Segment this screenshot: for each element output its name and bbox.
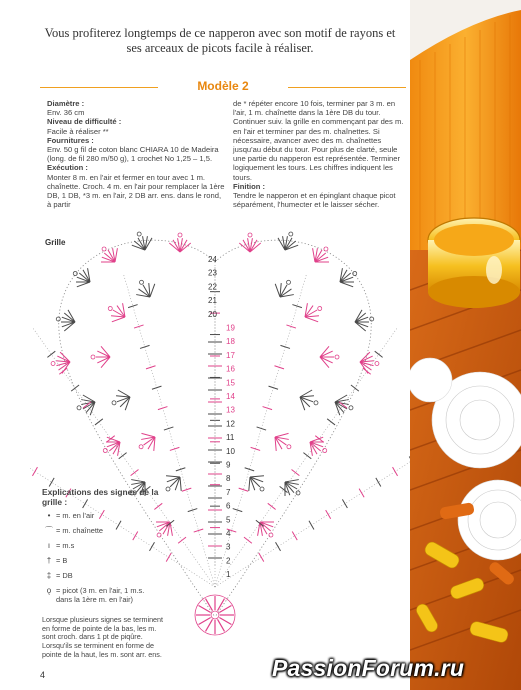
chart-stitch xyxy=(131,470,139,476)
model-heading xyxy=(40,79,406,97)
chart-picot xyxy=(322,448,327,453)
chart-fan xyxy=(54,308,76,332)
chart-stitch xyxy=(47,351,55,357)
chart-stitch xyxy=(119,453,127,459)
chart-stitch xyxy=(194,529,204,532)
chart-fan xyxy=(242,469,271,498)
chart-fan-stitch xyxy=(132,242,145,254)
chart-fan xyxy=(133,428,161,456)
legend-text: = m. chaînette xyxy=(56,526,104,535)
chart-fan xyxy=(103,298,130,326)
chart-fan xyxy=(353,308,375,332)
chart-row-number: 5 xyxy=(226,515,231,525)
chart-fan-stitch xyxy=(285,242,298,254)
heading-rule-right xyxy=(288,87,406,88)
chart-fan-stitch xyxy=(269,437,283,451)
chart-fan-stitch xyxy=(302,306,316,317)
execution-continued: de * répéter encore 10 fois, terminer par 3 m. en l'air, 1 m. chaînette dans la 1ère DB du tour. Continuer suiv. la grille en commençant par des m. en l'air et terminer par des m. chaînettes. Si nécessaire, avancer avec des m. chaînettes jusqu'au début du tour. Pour plus de clarté, seule une partie du napperon est représentée. Terminer logiquement les tours. Les chiffres indiquent les tours. xyxy=(233,99,404,182)
legend-symbol: • xyxy=(47,511,51,520)
chart-fan-stitch xyxy=(280,286,291,300)
supplies-value: Env. 50 g fil de coton blanc CHIARA 10 de Madeira (long. de fil 280 m/50 g), 1 crochet No 1,25 – 1,5. xyxy=(47,145,219,164)
chart-stitch xyxy=(263,407,273,410)
chart-fan xyxy=(239,233,260,252)
chart-medallion-stitch xyxy=(199,618,211,625)
chart-picot xyxy=(288,231,293,236)
page-number: 4 xyxy=(40,670,46,680)
chart-fan-stitch xyxy=(337,270,351,282)
chart-stitch xyxy=(176,468,186,471)
chart-medallion-stitch xyxy=(218,599,225,611)
chart-stitch xyxy=(251,447,261,450)
legend-item xyxy=(42,511,162,520)
chart-row-number: 24 xyxy=(208,255,217,264)
chart-stitch xyxy=(268,503,276,509)
note-text: Lorsque plusieurs signes se terminent en forme de pointe de la bas, les m. sont croch. dans 1 pt de piqûre. Lorsqu'ils se terminent en forme de pointe de la haut, les m. sont arr. ens. xyxy=(42,615,164,659)
chart-fan xyxy=(300,298,327,326)
chart-picot xyxy=(165,486,171,492)
chart-picot xyxy=(286,280,291,285)
finish-label: Finition : xyxy=(233,181,266,191)
chart-stitch xyxy=(158,407,168,410)
legend-item xyxy=(42,541,162,550)
chart-fan-stitch xyxy=(275,283,286,297)
chart-fan-stitch xyxy=(139,286,150,300)
chart-picot xyxy=(323,246,329,252)
chart-stitch xyxy=(286,325,296,328)
chart-row-number: 17 xyxy=(226,350,235,360)
chart-row-number: 2 xyxy=(226,556,231,566)
chart-picot xyxy=(369,317,374,322)
chart-picot xyxy=(313,400,318,405)
chart-fan xyxy=(68,263,95,291)
instructions-column-2 xyxy=(233,99,409,209)
chart-stitch xyxy=(292,305,302,308)
chart-stitch xyxy=(152,386,162,389)
legend-text: = DB xyxy=(56,571,73,580)
chart-row-number: 11 xyxy=(226,433,235,443)
chart-row-number: 6 xyxy=(226,501,231,511)
chart-row-number: 16 xyxy=(226,364,235,374)
legend-item xyxy=(42,556,162,565)
chart-stitch xyxy=(128,305,138,308)
legend-text: = picot (3 m. en l'air, 1 m.s. dans la 1ère m. en l'air) xyxy=(56,586,145,604)
chart-stitch xyxy=(32,467,37,476)
chart-picot xyxy=(56,317,61,322)
chart-stitch xyxy=(376,478,381,487)
chart-stitch xyxy=(182,488,192,491)
legend-symbol: ǫ xyxy=(46,586,52,595)
level-value: Facile à réaliser ** xyxy=(47,126,109,136)
chart-fan-stitch xyxy=(307,442,321,454)
chart-stitch xyxy=(134,325,144,328)
chart-fan xyxy=(359,351,380,374)
execution-value: Monter 8 m. en l'air et fermer en tour avec 1 m. chaînette. Croch. 4 m. en l'air pour remplacer la 1ère DB, 1 DB, *3 m. en l'air, 2 DB arr. ens. dans le rond, à partir xyxy=(47,172,225,210)
chart-fan xyxy=(169,233,190,252)
chart-stitch xyxy=(146,366,156,369)
legend-symbol: † xyxy=(46,556,52,565)
legend-item xyxy=(42,586,162,604)
chart-fan-stitch xyxy=(111,311,125,322)
chart-fan-stitch xyxy=(110,442,124,454)
chart-picot xyxy=(101,246,107,252)
chart-picot xyxy=(137,231,142,236)
chart-fan xyxy=(159,469,188,498)
chart-medallion-stitch xyxy=(218,619,225,631)
chart-row-number: 14 xyxy=(226,392,235,401)
chart-picot xyxy=(91,355,95,359)
chart-stitch xyxy=(49,478,54,487)
chart-stitch xyxy=(269,386,279,389)
chart-fan xyxy=(95,241,124,269)
chart-fan-stitch xyxy=(144,283,155,297)
chart-outline xyxy=(215,240,371,617)
legend-symbol: ‡ xyxy=(46,571,52,580)
chart-fan xyxy=(50,351,71,374)
chart-stitch xyxy=(280,486,288,492)
chart-fan xyxy=(271,275,299,302)
level-label: Niveau de difficulté : xyxy=(47,117,122,127)
chart-stitch xyxy=(245,468,255,471)
chart-row-number: 23 xyxy=(208,268,217,278)
chart-stitch xyxy=(327,419,335,425)
decor-photo xyxy=(410,0,521,690)
chart-fan xyxy=(307,241,336,269)
legend xyxy=(42,487,162,610)
chart-stitch xyxy=(107,436,115,442)
chart-stitch xyxy=(244,537,252,543)
chart-fan-stitch xyxy=(148,437,162,451)
chart-stitch xyxy=(188,509,198,512)
chart-stitch xyxy=(342,499,347,508)
chart-fan-stitch xyxy=(305,311,319,322)
chart-row-number: 10 xyxy=(226,446,235,456)
chart-stitch xyxy=(280,345,290,348)
chart-row-number: 20 xyxy=(208,309,217,319)
chart-medallion-stitch xyxy=(206,619,213,631)
chart-fan-stitch xyxy=(80,270,94,282)
grille-label: Grille xyxy=(45,238,66,247)
chart-stitch xyxy=(259,553,264,562)
chart-stitch xyxy=(95,419,103,425)
chart-stitch xyxy=(351,385,359,391)
intro-text: Vous profiterez longtemps de ce napperon avec son motif de rayons et ses arceaux de picots facile à réaliser. xyxy=(44,26,396,55)
chart-stitch xyxy=(393,467,398,476)
chart-row-number: 19 xyxy=(226,323,235,333)
chart-picot xyxy=(76,405,81,410)
chart-stitch xyxy=(292,532,297,541)
chart-stitch xyxy=(164,427,174,430)
chart-row-number: 3 xyxy=(226,542,231,552)
chart-picot xyxy=(286,444,292,450)
chart-row-number: 12 xyxy=(226,419,235,429)
chart-medallion-stitch xyxy=(206,599,213,611)
chart-medallion-stitch xyxy=(219,618,231,625)
execution-label: Exécution : xyxy=(47,163,88,173)
chart-picot xyxy=(111,400,116,405)
chart-stitch xyxy=(239,488,249,491)
legend-symbol: ⌒ xyxy=(45,526,53,535)
chart-picot xyxy=(375,361,379,365)
chart-picot xyxy=(348,405,353,410)
chart-picot xyxy=(73,271,78,276)
chart-fan xyxy=(108,387,133,414)
chart-stitch xyxy=(166,553,171,562)
chart-spoke xyxy=(215,273,307,587)
chart-stitch xyxy=(170,447,180,450)
chart-stitch xyxy=(303,453,311,459)
chart-fan xyxy=(91,346,110,367)
chart-stitch xyxy=(315,436,323,442)
chart-fan-stitch xyxy=(114,306,128,317)
chart-fan-stitch xyxy=(315,253,328,267)
chart-stitch xyxy=(274,366,284,369)
chart-row-number: 9 xyxy=(226,460,231,470)
chart-row-number: 15 xyxy=(226,378,235,388)
legend-item xyxy=(42,526,162,535)
supplies-label: Fournitures : xyxy=(47,135,94,145)
chart-picot xyxy=(138,444,144,450)
chart-picot xyxy=(295,490,301,496)
model-title: Modèle 2 xyxy=(197,79,249,93)
chart-stitch xyxy=(276,542,281,551)
chart-center-medallion xyxy=(195,595,235,635)
chart-stitch xyxy=(309,521,314,530)
chart-fan xyxy=(296,387,321,414)
chart-picot xyxy=(51,361,55,365)
legend-text: = m. en l'air xyxy=(56,511,95,520)
chart-fan xyxy=(269,428,297,456)
legend-text: = B xyxy=(56,556,68,565)
chart-picot xyxy=(335,355,339,359)
chart-stitch xyxy=(326,510,331,519)
chart-row-number: 7 xyxy=(226,487,231,497)
chart-spoke xyxy=(215,327,398,587)
chart-picot xyxy=(108,306,113,311)
chart-medallion-stitch xyxy=(219,606,231,613)
chart-stitch xyxy=(178,537,186,543)
chart-fan xyxy=(252,515,281,543)
chart-fan xyxy=(131,275,159,302)
chart-row-number: 13 xyxy=(226,405,235,415)
chart-stitch xyxy=(292,470,300,476)
chart-picot xyxy=(259,486,265,492)
chart-row-number: 4 xyxy=(226,529,231,538)
legend-item xyxy=(42,571,162,580)
chart-fan-stitch xyxy=(102,253,115,267)
chart-row-number: 22 xyxy=(208,282,217,292)
diameter-value: Env. 36 cm xyxy=(47,108,85,118)
chart-stitch xyxy=(359,489,364,498)
legend-title: Explications des signes de la grille : xyxy=(42,487,159,507)
chart-row-number: 18 xyxy=(226,337,235,347)
chart-picot xyxy=(103,448,108,453)
chart-picot xyxy=(317,306,322,311)
chart-medallion-stitch xyxy=(199,606,211,613)
legend-text: = m.s xyxy=(56,541,75,550)
chart-fan xyxy=(335,263,362,291)
diameter-label: Diamètre : xyxy=(47,99,85,108)
chart-stitch xyxy=(140,345,150,348)
chart-picot xyxy=(178,233,182,237)
legend-symbol: ı xyxy=(47,541,51,550)
chart-picot xyxy=(248,233,252,237)
chart-row-number: 1 xyxy=(226,570,231,580)
chart-stitch xyxy=(257,427,267,430)
instructions-column-1 xyxy=(47,99,227,209)
chart-row-number: 8 xyxy=(226,474,231,484)
chart-stitch xyxy=(233,509,243,512)
chart-stitch xyxy=(375,351,383,357)
chart-medallion-core xyxy=(211,611,219,619)
chart-stitch xyxy=(71,385,79,391)
watermark: PassionForum.ru xyxy=(272,655,465,681)
chart-row-number: 21 xyxy=(208,296,217,306)
chart-fan xyxy=(320,346,339,367)
chart-picot xyxy=(352,271,357,276)
chart-picot xyxy=(139,280,144,285)
chart-picot xyxy=(268,532,274,538)
finish-value: Tendre le napperon et en épinglant chaque picot séparément, l'humecter et le laisser sécher. xyxy=(233,191,396,210)
